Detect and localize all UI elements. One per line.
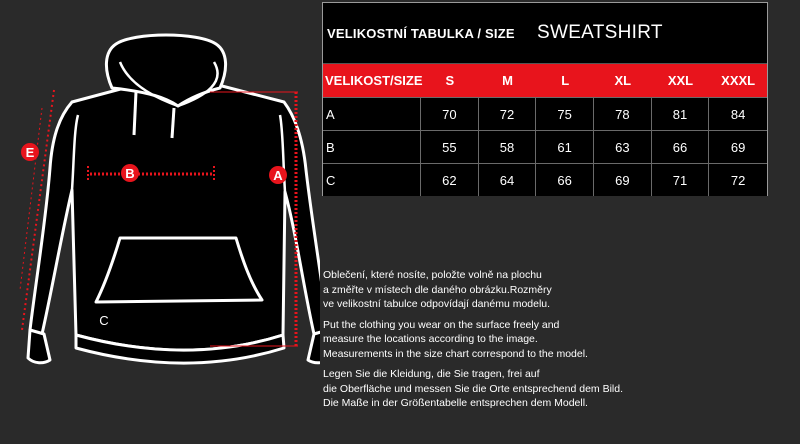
table-row [323, 130, 767, 163]
hoodie-body [30, 82, 320, 350]
row-label: C [323, 163, 421, 196]
header-cell: VELIKOST/SIZE [325, 73, 423, 88]
table-row [323, 163, 767, 196]
instruction-line: Measurements in the size chart correspond to the model. [323, 347, 588, 360]
table-cell: 81 [652, 97, 710, 130]
size-chart-table [322, 2, 768, 196]
table-cell: 61 [536, 130, 594, 163]
table-cell: 72 [709, 163, 767, 196]
row-label: B [323, 130, 421, 163]
table-cell: 75 [536, 97, 594, 130]
hoodie-figure [0, 0, 320, 444]
left-cuff [28, 330, 50, 363]
instruction-line: measure the locations according to the image. [323, 333, 538, 345]
table-cell: 72 [479, 97, 537, 130]
table-row [323, 97, 767, 130]
instruction-line: Die Maße in der Größentabelle entsprechen dem Modell. [323, 397, 588, 409]
marker-b-label: B [125, 166, 135, 181]
instruction-line: a změřte v místech dle daného obrázku.Rozměry [323, 283, 552, 296]
table-cell: 64 [479, 163, 537, 196]
table-cell: 69 [594, 163, 652, 196]
instruction-line: Oblečení, které nosíte, položte volně na plochu [323, 269, 542, 281]
table-title: VELIKOSTNÍ TABULKA / SIZE [327, 25, 515, 41]
table-cell: 58 [479, 130, 537, 163]
header-cell: M [502, 73, 513, 88]
product-type: SWEATSHIRT [537, 22, 663, 43]
table-title-row [323, 3, 767, 64]
header-cell: XXXL [721, 73, 756, 88]
measuring-instructions [323, 268, 653, 417]
right-drawstring [172, 108, 174, 138]
table-cell: 71 [652, 163, 710, 196]
header-cell: L [561, 73, 570, 88]
instruction-line: Legen Sie die Kleidung, die Sie tragen, frei auf [323, 368, 540, 380]
kangaroo-pocket [96, 238, 262, 302]
marker-a-label: A [273, 168, 283, 183]
table-cell: 66 [536, 163, 594, 196]
instructions-german [323, 367, 653, 411]
table-cell: 55 [421, 130, 479, 163]
instructions-english [323, 318, 653, 362]
header-cell: S [445, 73, 455, 88]
header-cell: XXL [667, 73, 694, 88]
table-cell: 78 [594, 97, 652, 130]
marker-c-label: C [99, 313, 109, 328]
right-cuff [308, 330, 320, 363]
table-cell: 66 [652, 130, 710, 163]
hoodie-illustration [0, 0, 320, 444]
table-header-row [323, 64, 767, 97]
header-cell: XL [614, 73, 632, 88]
instruction-line: die Oberfläche und messen Sie die Orte entsprechend dem Bild. [323, 382, 624, 395]
table-cell: 62 [421, 163, 479, 196]
instruction-line: ve velikostní tabulce odpovídají danému modelu. [323, 298, 551, 310]
instructions-czech [323, 268, 653, 312]
marker-e-label: E [25, 145, 35, 160]
instruction-line: Put the clothing you wear on the surface freely and [323, 318, 560, 331]
left-drawstring [134, 92, 136, 135]
table-cell: 69 [709, 130, 767, 163]
row-label: A [323, 97, 421, 130]
table-cell: 63 [594, 130, 652, 163]
table-cell: 84 [709, 97, 767, 130]
table-cell: 70 [421, 97, 479, 130]
